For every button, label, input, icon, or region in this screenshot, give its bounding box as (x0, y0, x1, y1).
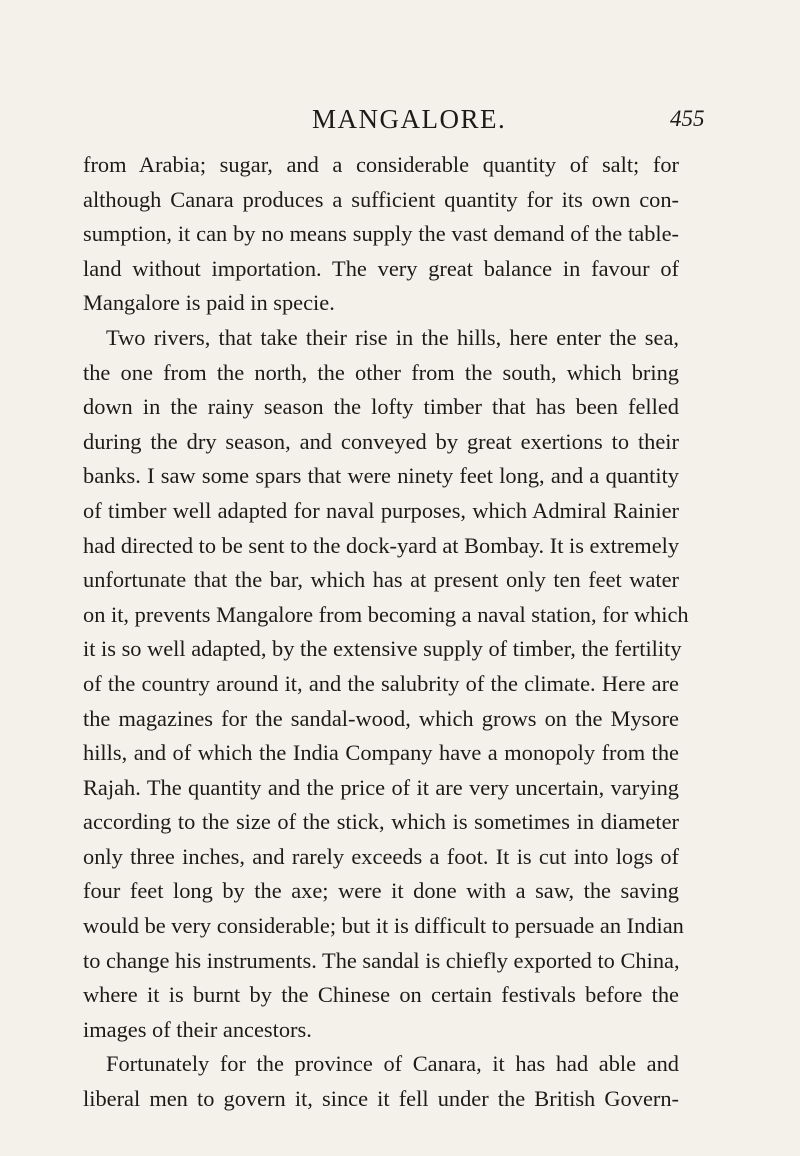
text-line: only three inches, and rarely exceeds a foot. It is cut into logs of (83, 843, 679, 869)
running-title: MANGALORE. (312, 104, 507, 134)
text-line: on it, prevents Mangalore from becoming a naval station, for which (83, 601, 689, 627)
text-line: of the country around it, and the salubrity of the climate. Here are (83, 670, 679, 696)
page-header (0, 100, 800, 140)
page-number: 455 (670, 106, 705, 131)
text-line: although Canara produces a sufficient quantity for its own con- (83, 186, 679, 212)
text-line: banks. I saw some spars that were ninety feet long, and a quantity (83, 463, 679, 489)
text-line: land without importation. The very great balance in favour of (83, 255, 679, 281)
text-line: Mangalore is paid in specie. (83, 290, 335, 316)
text-line: had directed to be sent to the dock-yard at Bombay. It is extremely (83, 532, 680, 558)
text-line: according to the size of the stick, which is sometimes in diameter (83, 809, 679, 835)
text-line: sumption, it can by no means supply the vast demand of the table- (83, 221, 679, 247)
text-line: to change his instruments. The sandal is chiefly exported to China, (83, 947, 680, 973)
text-line: hills, and of which the India Company have a monopoly from the (83, 740, 679, 766)
text-line: unfortunate that the bar, which has at present only ten feet water (83, 567, 679, 593)
text-line: Fortunately for the province of Canara, it has had able and (106, 1051, 679, 1077)
text-line: Rajah. The quantity and the price of it are very uncertain, varying (83, 774, 679, 800)
text-line: four feet long by the axe; were it done with a saw, the saving (83, 878, 679, 904)
body-text (83, 148, 689, 1117)
text-line: of timber well adapted for naval purposes, which Admiral Rainier (83, 497, 679, 523)
text-line: it is so well adapted, by the extensive supply of timber, the fertility (83, 636, 682, 662)
text-line: would be very considerable; but it is difficult to persuade an Indian (83, 913, 684, 939)
text-line: liberal men to govern it, since it fell under the British Govern- (83, 1086, 679, 1112)
text-line: images of their ancestors. (83, 1016, 312, 1042)
text-line: during the dry season, and conveyed by great exertions to their (83, 428, 679, 454)
text-line: where it is burnt by the Chinese on certain festivals before the (83, 982, 679, 1008)
text-line: Two rivers, that take their rise in the hills, here enter the sea, (106, 324, 679, 350)
text-line: down in the rainy season the lofty timber that has been felled (83, 394, 679, 420)
text-line: from Arabia; sugar, and a considerable quantity of salt; for (83, 152, 679, 177)
text-line: the one from the north, the other from the south, which bring (83, 359, 679, 385)
text-line: the magazines for the sandal-wood, which grows on the Mysore (83, 705, 679, 731)
